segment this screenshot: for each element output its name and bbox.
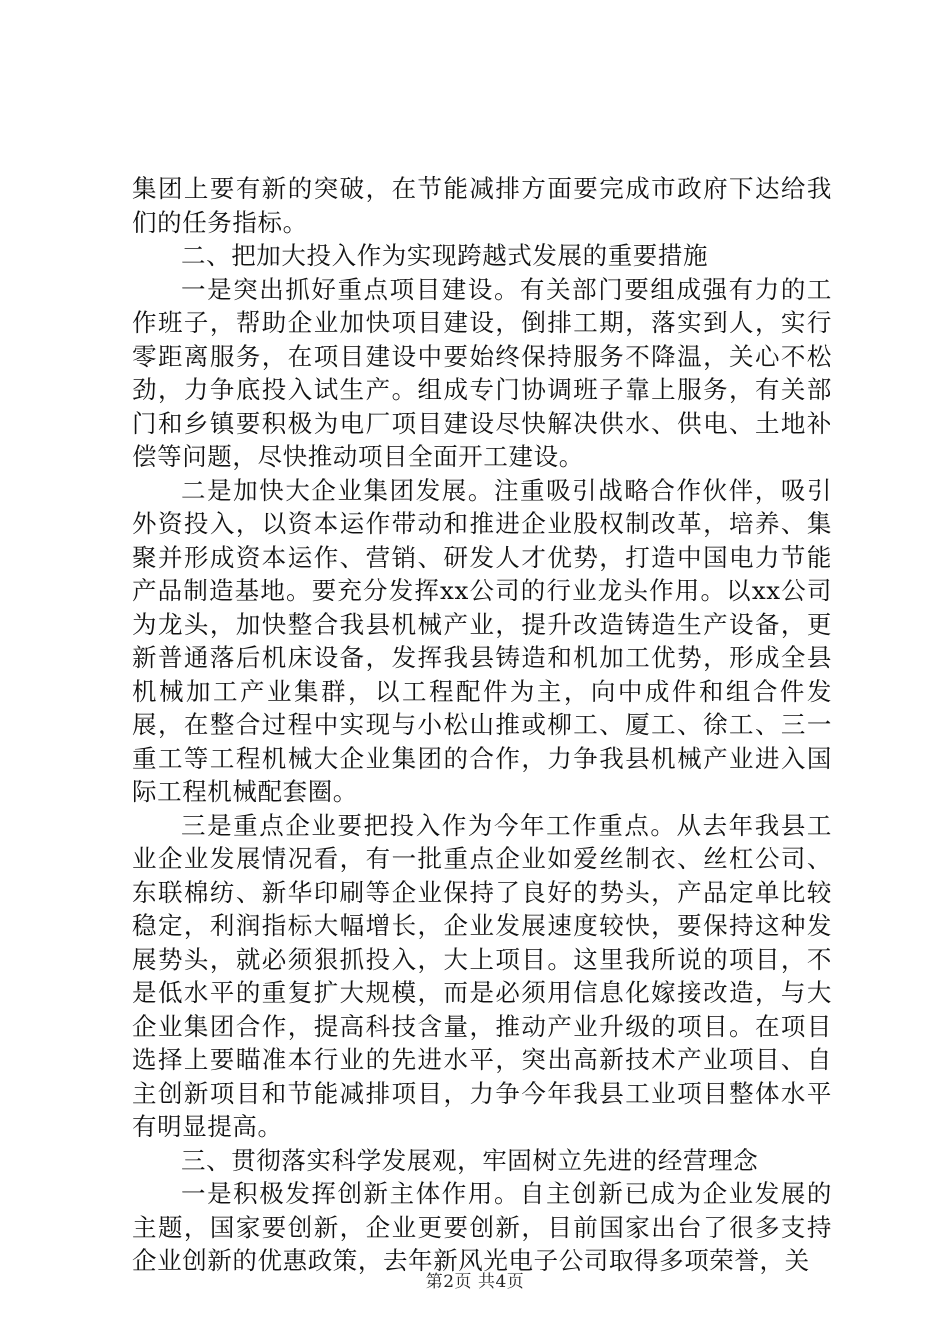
section-heading-3: 三、贯彻落实科学发展观，牢固树立先进的经营理念 [181,1145,759,1175]
paragraph-key-projects: 一是突出抓好重点项目建设。有关部门要组成强有力的工作班子，帮助企业加快项目建设，倒排工期，落实到人，实行零距离服务，在项目建设中要始终保持服务不降温，关心不松劲，力争底投入试生产。组成专门协调班子靠上服务，有关部门和乡镇要积极为电厂项目建设尽快解决供水、供电、土地补偿等问题，尽快推动项目全面开工建设。 [132,274,832,471]
document-body [132,172,832,1278]
paragraph-key-enterprises: 三是重点企业要把投入作为今年工作重点。从去年我县工业企业发展情况看，有一批重点企业如爱丝制衣、丝杠公司、东联棉纺、新华印刷等企业保持了良好的势头，产品定单比较稳定，利润指标大幅增长，企业发展速度较快，要保持这种发展势头，就必须狠抓投入，大上项目。这里我所说的项目，不是低水平的重复扩大规模，而是必须用信息化嫁接改造，与大企业集团合作，提高科技含量，推动产业升级的项目。在项目选择上要瞄准本行业的先进水平，突出高新技术产业项目、自主创新项目和节能减排项目，力争今年我县工业项目整体水平有明显提高。 [132,810,832,1141]
section-heading-2: 二、把加大投入作为实现跨越式发展的重要措施 [181,241,709,270]
paragraph-enterprise-groups: 二是加快大企业集团发展。注重吸引战略合作伙伴，吸引外资投入，以资本运作带动和推进企业股权制改革，培养、集聚并形成资本运作、营销、研发人才优势，打造中国电力节能产品制造基地。要充分发挥xx公司的行业龙头作用。以xx公司为龙头，加快整合我县机械产业，提升改造铸造生产设备，更新普通落后机床设备，发挥我县铸造和机加工优势，形成全县机械加工产业集群，以工程配件为主，向中成件和组合件发展，在整合过程中实现与小松山推或柳工、厦工、徐工、三一重工等工程机械大企业集团的合作，力争我县机械产业进入国际工程机械配套圈。 [132,475,832,806]
page-number-footer: 第2页 共4页 [425,1272,525,1292]
paragraph-continuation: 集团上要有新的突破，在节能减排方面要完成市政府下达给我们的任务指标。 [132,174,832,237]
paragraph-innovation: 一是积极发挥创新主体作用。自主创新已成为企业发展的主题，国家要创新，企业更要创新，目前国家出台了很多支持企业创新的优惠政策，去年新风光电子公司取得多项荣誉，关 [132,1179,832,1275]
